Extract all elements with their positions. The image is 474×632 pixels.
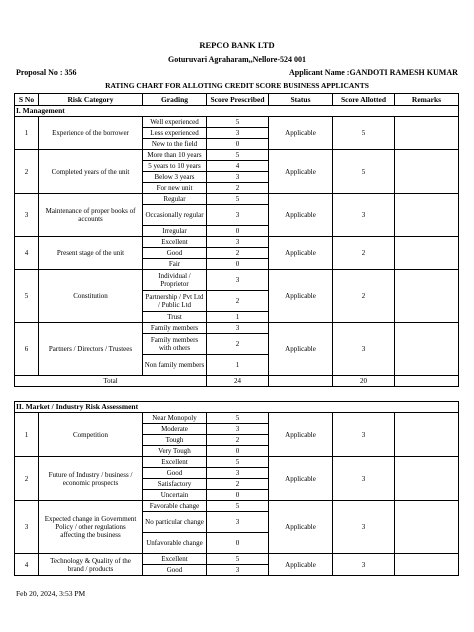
remarks xyxy=(395,194,459,237)
grading: Well experienced xyxy=(143,117,207,128)
header-row xyxy=(15,94,459,106)
grading: Fair xyxy=(143,259,207,270)
score-prescribed: 5 xyxy=(207,457,269,468)
score-prescribed: 2 xyxy=(207,334,269,355)
score-prescribed: 2 xyxy=(207,479,269,490)
score-prescribed: 1 xyxy=(207,312,269,323)
score-prescribed: 2 xyxy=(207,435,269,446)
score-prescribed: 0 xyxy=(207,533,269,554)
section-title: I. Management xyxy=(15,106,459,117)
score-allotted: 3 xyxy=(333,323,395,376)
status: Applicable xyxy=(269,194,333,237)
remarks xyxy=(395,554,459,576)
row-sno: 3 xyxy=(15,501,39,554)
bank-address: Goturuvari Agraharam,,Nellore-524 001 xyxy=(167,55,307,64)
risk-category: Present stage of the unit xyxy=(39,237,143,270)
score-prescribed: 0 xyxy=(207,259,269,270)
score-prescribed: 3 xyxy=(207,205,269,226)
row-sno: 1 xyxy=(15,413,39,457)
grading: Unfavorable change xyxy=(143,533,207,554)
remarks xyxy=(395,413,459,457)
score-prescribed: 2 xyxy=(207,248,269,259)
risk-category: Constitution xyxy=(39,270,143,323)
grading: Satisfactory xyxy=(143,479,207,490)
management-table xyxy=(14,93,459,387)
score-prescribed: 5 xyxy=(207,150,269,161)
total-status xyxy=(269,376,333,387)
status: Applicable xyxy=(269,457,333,501)
remarks xyxy=(395,117,459,150)
risk-category: Future of Industry / business / economic prospects xyxy=(39,457,143,501)
grading: Partnership / Pvt Ltd / Public Ltd xyxy=(143,291,207,312)
section-title: II. Market / Industry Risk Assessment xyxy=(15,402,459,413)
remarks xyxy=(395,323,459,376)
score-prescribed: 3 xyxy=(207,128,269,139)
col-remarks: Remarks xyxy=(395,94,459,106)
total-label: Total xyxy=(15,376,207,387)
score-prescribed: 2 xyxy=(207,291,269,312)
table-row xyxy=(15,501,459,512)
table-row xyxy=(15,150,459,161)
score-prescribed: 3 xyxy=(207,323,269,334)
print-timestamp: Feb 20, 2024, 3:53 PM xyxy=(16,589,86,598)
row-sno: 3 xyxy=(15,194,39,237)
grading: Near Monopoly xyxy=(143,413,207,424)
score-allotted: 2 xyxy=(333,237,395,270)
row-sno: 2 xyxy=(15,150,39,194)
status: Applicable xyxy=(269,237,333,270)
row-sno: 6 xyxy=(15,323,39,376)
table-row xyxy=(15,413,459,424)
grading: Tough xyxy=(143,435,207,446)
status: Applicable xyxy=(269,501,333,554)
grading: Non family members xyxy=(143,355,207,376)
grading: Excellent xyxy=(143,554,207,565)
score-prescribed: 3 xyxy=(207,512,269,533)
grading: New to the field xyxy=(143,139,207,150)
risk-category: Completed years of the unit xyxy=(39,150,143,194)
grading: Regular xyxy=(143,194,207,205)
total-allotted: 20 xyxy=(333,376,395,387)
grading: Uncertain xyxy=(143,490,207,501)
risk-category: Competition xyxy=(39,413,143,457)
total-remarks xyxy=(395,376,459,387)
total-row xyxy=(15,376,459,387)
proposal-number: Proposal No : 356 xyxy=(16,68,77,77)
status: Applicable xyxy=(269,413,333,457)
grading: Excellent xyxy=(143,237,207,248)
risk-category: Partners / Directors / Trustees xyxy=(39,323,143,376)
remarks xyxy=(395,150,459,194)
status: Applicable xyxy=(269,117,333,150)
score-allotted: 3 xyxy=(333,413,395,457)
grading: Moderate xyxy=(143,424,207,435)
table-row xyxy=(15,270,459,291)
remarks xyxy=(395,457,459,501)
score-prescribed: 2 xyxy=(207,183,269,194)
status: Applicable xyxy=(269,323,333,376)
score-prescribed: 3 xyxy=(207,565,269,576)
score-prescribed: 0 xyxy=(207,490,269,501)
grading: Individual / Proprietor xyxy=(143,270,207,291)
risk-category: Maintenance of proper books of accounts xyxy=(39,194,143,237)
col-score-prescribed: Score Prescribed xyxy=(207,94,269,106)
grading: Very Tough xyxy=(143,446,207,457)
row-sno: 2 xyxy=(15,457,39,501)
table-row xyxy=(15,323,459,334)
bank-name: REPCO BANK LTD xyxy=(199,40,275,50)
row-sno: 5 xyxy=(15,270,39,323)
score-allotted: 3 xyxy=(333,457,395,501)
grading: Excellent xyxy=(143,457,207,468)
market-risk-table xyxy=(14,401,459,576)
score-prescribed: 5 xyxy=(207,501,269,512)
score-allotted: 3 xyxy=(333,554,395,576)
score-allotted: 5 xyxy=(333,117,395,150)
score-prescribed: 5 xyxy=(207,117,269,128)
score-prescribed: 0 xyxy=(207,446,269,457)
section-title-row xyxy=(15,106,459,117)
grading: Good xyxy=(143,468,207,479)
row-sno: 4 xyxy=(15,554,39,576)
score-prescribed: 5 xyxy=(207,194,269,205)
score-prescribed: 0 xyxy=(207,226,269,237)
score-allotted: 5 xyxy=(333,150,395,194)
score-prescribed: 3 xyxy=(207,270,269,291)
col-risk-category: Risk Category xyxy=(39,94,143,106)
score-prescribed: 3 xyxy=(207,237,269,248)
row-sno: 1 xyxy=(15,117,39,150)
col-status: Status xyxy=(269,94,333,106)
grading: Good xyxy=(143,565,207,576)
table-row xyxy=(15,237,459,248)
grading: Favorable change xyxy=(143,501,207,512)
grading: Irregular xyxy=(143,226,207,237)
total-prescribed: 24 xyxy=(207,376,269,387)
col-sno: S No xyxy=(15,94,39,106)
score-prescribed: 5 xyxy=(207,413,269,424)
grading: Below 3 years xyxy=(143,172,207,183)
table-row xyxy=(15,194,459,205)
remarks xyxy=(395,270,459,323)
score-prescribed: 4 xyxy=(207,161,269,172)
section-title-row xyxy=(15,402,459,413)
table-row xyxy=(15,457,459,468)
status: Applicable xyxy=(269,554,333,576)
grading: Family members with others xyxy=(143,334,207,355)
grading: 5 years to 10 years xyxy=(143,161,207,172)
score-allotted: 2 xyxy=(333,270,395,323)
col-grading: Grading xyxy=(143,94,207,106)
applicant-name: Applicant Name :GANDOTI RAMESH KUMAR xyxy=(289,68,458,77)
grading: Trust xyxy=(143,312,207,323)
grading: Occasionally regular xyxy=(143,205,207,226)
risk-category: Technology & Quality of the brand / products xyxy=(39,554,143,576)
score-prescribed: 3 xyxy=(207,424,269,435)
status: Applicable xyxy=(269,150,333,194)
remarks xyxy=(395,237,459,270)
score-prescribed: 0 xyxy=(207,139,269,150)
chart-title: RATING CHART FOR ALLOTING CREDIT SCORE BUSINESS APPLICANTS xyxy=(105,81,369,90)
col-score-allotted: Score Allotted xyxy=(333,94,395,106)
grading: Family members xyxy=(143,323,207,334)
grading: More than 10 years xyxy=(143,150,207,161)
status: Applicable xyxy=(269,270,333,323)
table-row xyxy=(15,554,459,565)
grading: Good xyxy=(143,248,207,259)
risk-category: Expected change in Government Policy / other regulations affecting the business xyxy=(39,501,143,554)
score-prescribed: 5 xyxy=(207,554,269,565)
score-prescribed: 1 xyxy=(207,355,269,376)
score-allotted: 3 xyxy=(333,194,395,237)
score-prescribed: 3 xyxy=(207,172,269,183)
row-sno: 4 xyxy=(15,237,39,270)
remarks xyxy=(395,501,459,554)
grading: Less experienced xyxy=(143,128,207,139)
score-allotted: 3 xyxy=(333,501,395,554)
grading: For new unit xyxy=(143,183,207,194)
score-prescribed: 3 xyxy=(207,468,269,479)
risk-category: Experience of the borrower xyxy=(39,117,143,150)
table-row xyxy=(15,117,459,128)
grading: No particular change xyxy=(143,512,207,533)
